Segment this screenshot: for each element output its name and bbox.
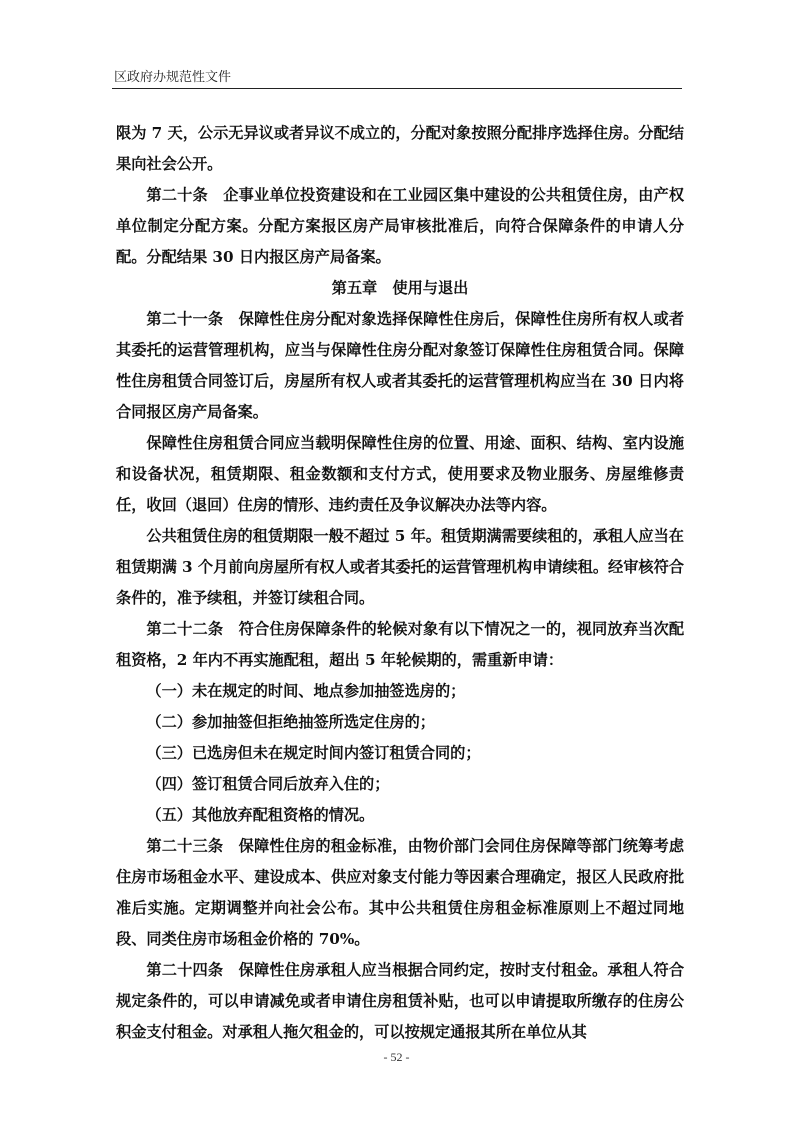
article-21: 第二十一条 保障性住房分配对象选择保障性住房后，保障性住房所有权人或者其委托的运营管理机构，应当与保障性住房分配对象签订保障性住房租赁合同。保障性住房租赁合同签订后，房屋所有权人或者其委托的运营管理机构应当在 30 日内将合同报区房产局备案。: [116, 310, 684, 421]
list-item: （三）已选房但未在规定时间内签订租赁合同的；: [146, 744, 481, 762]
article-22: 第二十二条 符合住房保障条件的轮候对象有以下情况之一的，视同放弃当次配租资格，2 年内不再实施配租，超出 5 年轮候期的，需重新申请：: [116, 620, 684, 669]
article-20: 第二十条 企事业单位投资建设和在工业园区集中建设的公共租赁住房，由产权单位制定分配方案。分配方案报区房产局审核批准后，向符合保障条件的申请人分配。分配结果 30 日内报区房产局备案。: [116, 186, 684, 266]
article-23: 第二十三条 保障性住房的租金标准，由物价部门会同住房保障等部门统筹考虑住房市场租金水平、建设成本、供应对象支付能力等因素合理确定，报区人民政府批准后实施。定期调整并向社会公布。其中公共租赁住房租金标准原则上不超过同地段、同类住房市场租金价格的 70%。: [116, 837, 684, 948]
list-item: （五）其他放弃配租资格的情况。: [146, 806, 375, 824]
paragraph: 公共租赁住房的租赁期限一般不超过 5 年。租赁期满需要续租的，承租人应当在租赁期满 3 个月前向房屋所有权人或者其委托的运营管理机构申请续租。经审核符合条件的，准予续租，并签订续租合同。: [116, 527, 684, 607]
paragraph: 保障性住房租赁合同应当载明保障性住房的位置、用途、面积、结构、室内设施和设备状况，租赁期限、租金数额和支付方式，使用要求及物业服务、房屋维修责任，收回（退回）住房的情形、违约责任及争议解决办法等内容。: [116, 434, 684, 514]
header-rule: [112, 88, 682, 89]
list-item: （一）未在规定的时间、地点参加抽签选房的；: [146, 682, 466, 700]
document-body: [116, 118, 684, 1048]
paragraph: 限为 7 天，公示无异议或者异议不成立的，分配对象按照分配排序选择住房。分配结果向社会公开。: [116, 124, 684, 173]
document-header: 区政府办规范性文件: [114, 70, 232, 85]
article-24: 第二十四条 保障性住房承租人应当根据合同约定，按时支付租金。承租人符合规定条件的，可以申请减免或者申请住房租赁补贴，也可以申请提取所缴存的住房公积金支付租金。对承租人拖欠租金的，可以按规定通报其所在单位从其: [116, 961, 684, 1041]
list-item: （二）参加抽签但拒绝抽签所选定住房的；: [146, 713, 435, 731]
page-number: - 52 -: [383, 1050, 410, 1064]
list-item: （四）签订租赁合同后放弃入住的；: [146, 775, 390, 793]
chapter-heading: 第五章 使用与退出: [331, 279, 469, 297]
